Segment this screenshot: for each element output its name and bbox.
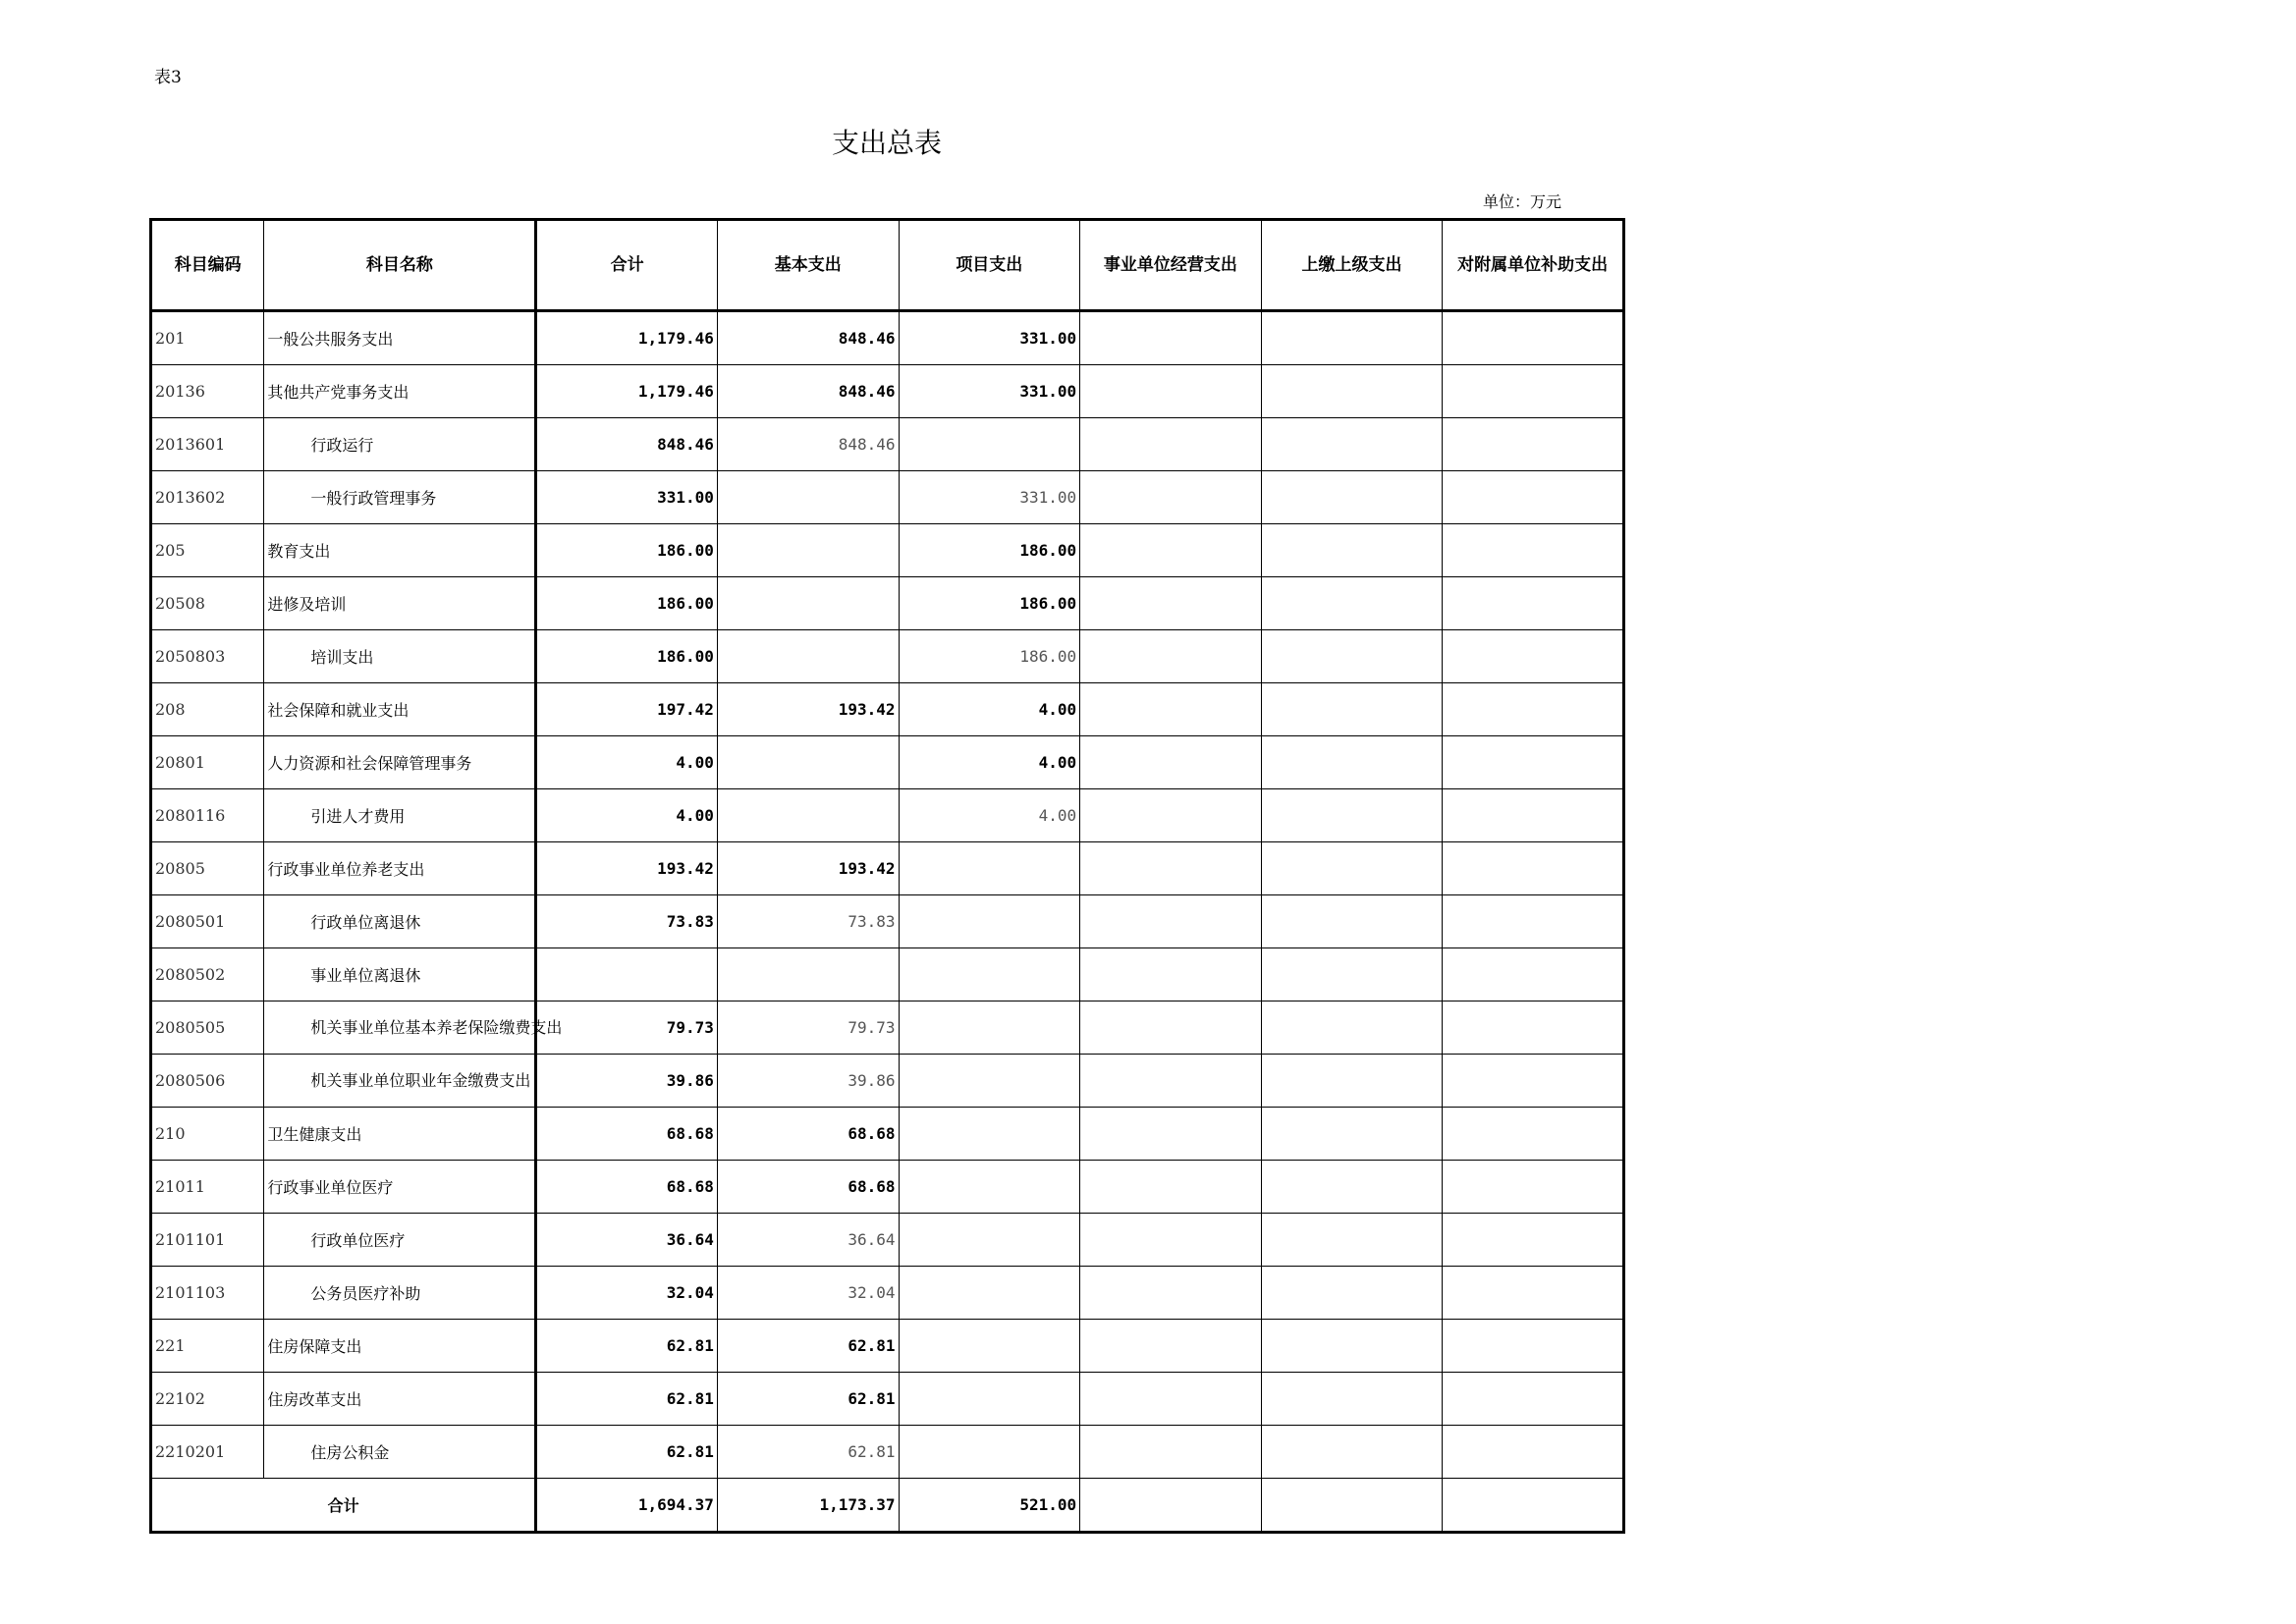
table-row <box>151 736 1624 789</box>
cell-operating <box>1080 1108 1262 1161</box>
cell-project: 186.00 <box>899 577 1080 630</box>
header-operating: 事业单位经营支出 <box>1080 220 1262 311</box>
cell-subsidy <box>1443 1320 1624 1373</box>
cell-total: 62.81 <box>536 1426 718 1479</box>
cell-name: 行政事业单位养老支出 <box>264 842 536 895</box>
cell-upper <box>1261 1426 1443 1479</box>
cell-code: 20805 <box>151 842 264 895</box>
cell-upper <box>1261 471 1443 524</box>
cell-basic <box>717 471 899 524</box>
table-row <box>151 842 1624 895</box>
cell-operating <box>1080 311 1262 365</box>
cell-project <box>899 1426 1080 1479</box>
cell-upper <box>1261 365 1443 418</box>
cell-code: 2101103 <box>151 1267 264 1320</box>
cell-upper <box>1261 948 1443 1001</box>
cell-code: 2050803 <box>151 630 264 683</box>
total-label: 合计 <box>151 1479 536 1533</box>
cell-code: 205 <box>151 524 264 577</box>
cell-project: 4.00 <box>899 736 1080 789</box>
cell-subsidy <box>1443 630 1624 683</box>
cell-operating <box>1080 524 1262 577</box>
cell-total: 68.68 <box>536 1108 718 1161</box>
cell-code: 2080506 <box>151 1055 264 1108</box>
table-row <box>151 683 1624 736</box>
table-row <box>151 789 1624 842</box>
cell-total: 186.00 <box>536 630 718 683</box>
cell-subsidy <box>1443 524 1624 577</box>
cell-total: 73.83 <box>536 895 718 948</box>
table-row <box>151 311 1624 365</box>
cell-total: 848.46 <box>536 418 718 471</box>
table-row <box>151 630 1624 683</box>
header-upper: 上缴上级支出 <box>1261 220 1443 311</box>
cell-project <box>899 1055 1080 1108</box>
cell-basic: 79.73 <box>717 1001 899 1055</box>
cell-upper <box>1261 311 1443 365</box>
cell-project: 331.00 <box>899 471 1080 524</box>
cell-code: 2013601 <box>151 418 264 471</box>
cell-upper <box>1261 842 1443 895</box>
cell-operating <box>1080 1214 1262 1267</box>
cell-upper <box>1261 1108 1443 1161</box>
cell-total: 331.00 <box>536 471 718 524</box>
cell-name: 教育支出 <box>264 524 536 577</box>
cell-project: 4.00 <box>899 789 1080 842</box>
cell-project <box>899 842 1080 895</box>
cell-basic: 848.46 <box>717 311 899 365</box>
cell-code: 210 <box>151 1108 264 1161</box>
cell-name: 卫生健康支出 <box>264 1108 536 1161</box>
total-basic: 1,173.37 <box>717 1479 899 1533</box>
cell-basic <box>717 736 899 789</box>
cell-project: 4.00 <box>899 683 1080 736</box>
cell-upper <box>1261 524 1443 577</box>
cell-code: 208 <box>151 683 264 736</box>
header-name: 科目名称 <box>264 220 536 311</box>
cell-upper <box>1261 1373 1443 1426</box>
header-total: 合计 <box>536 220 718 311</box>
total-upper <box>1261 1479 1443 1533</box>
cell-basic: 68.68 <box>717 1161 899 1214</box>
cell-code: 221 <box>151 1320 264 1373</box>
table-row <box>151 1320 1624 1373</box>
table-row <box>151 577 1624 630</box>
cell-basic: 62.81 <box>717 1320 899 1373</box>
table-row <box>151 1214 1624 1267</box>
cell-operating <box>1080 577 1262 630</box>
cell-subsidy <box>1443 895 1624 948</box>
cell-basic: 62.81 <box>717 1426 899 1479</box>
total-project: 521.00 <box>899 1479 1080 1533</box>
cell-operating <box>1080 842 1262 895</box>
cell-basic: 848.46 <box>717 418 899 471</box>
header-basic: 基本支出 <box>717 220 899 311</box>
table-row <box>151 365 1624 418</box>
cell-total <box>536 948 718 1001</box>
cell-project <box>899 1001 1080 1055</box>
table-row <box>151 471 1624 524</box>
cell-operating <box>1080 1373 1262 1426</box>
table-row <box>151 895 1624 948</box>
cell-operating <box>1080 630 1262 683</box>
cell-project <box>899 1161 1080 1214</box>
cell-name: 行政运行 <box>264 418 536 471</box>
table-row <box>151 1001 1624 1055</box>
cell-basic: 73.83 <box>717 895 899 948</box>
cell-basic <box>717 577 899 630</box>
page-title: 支出总表 <box>831 127 942 159</box>
cell-subsidy <box>1443 365 1624 418</box>
cell-upper <box>1261 1214 1443 1267</box>
cell-subsidy <box>1443 1267 1624 1320</box>
cell-code: 2013602 <box>151 471 264 524</box>
cell-code: 2210201 <box>151 1426 264 1479</box>
cell-name: 社会保障和就业支出 <box>264 683 536 736</box>
total-sum: 1,694.37 <box>536 1479 718 1533</box>
cell-subsidy <box>1443 1373 1624 1426</box>
cell-upper <box>1261 789 1443 842</box>
cell-upper <box>1261 683 1443 736</box>
cell-project <box>899 418 1080 471</box>
cell-total: 32.04 <box>536 1267 718 1320</box>
cell-project <box>899 1108 1080 1161</box>
cell-code: 2080501 <box>151 895 264 948</box>
cell-total: 79.73 <box>536 1001 718 1055</box>
table-row <box>151 1108 1624 1161</box>
cell-name: 引进人才费用 <box>264 789 536 842</box>
cell-upper <box>1261 1267 1443 1320</box>
cell-subsidy <box>1443 1001 1624 1055</box>
cell-upper <box>1261 1161 1443 1214</box>
cell-name: 一般公共服务支出 <box>264 311 536 365</box>
cell-project <box>899 948 1080 1001</box>
cell-name: 住房保障支出 <box>264 1320 536 1373</box>
cell-total: 68.68 <box>536 1161 718 1214</box>
cell-project <box>899 1320 1080 1373</box>
cell-project: 186.00 <box>899 630 1080 683</box>
cell-operating <box>1080 948 1262 1001</box>
cell-operating <box>1080 1426 1262 1479</box>
cell-subsidy <box>1443 1108 1624 1161</box>
cell-subsidy <box>1443 311 1624 365</box>
cell-basic <box>717 789 899 842</box>
cell-name: 行政单位医疗 <box>264 1214 536 1267</box>
header-subsidy: 对附属单位补助支出 <box>1443 220 1624 311</box>
header-project: 项目支出 <box>899 220 1080 311</box>
cell-name: 人力资源和社会保障管理事务 <box>264 736 536 789</box>
table-row <box>151 1267 1624 1320</box>
cell-code: 20136 <box>151 365 264 418</box>
cell-operating <box>1080 1001 1262 1055</box>
cell-code: 2080502 <box>151 948 264 1001</box>
cell-total: 62.81 <box>536 1320 718 1373</box>
cell-name: 培训支出 <box>264 630 536 683</box>
cell-operating <box>1080 789 1262 842</box>
cell-name: 住房改革支出 <box>264 1373 536 1426</box>
cell-subsidy <box>1443 1426 1624 1479</box>
cell-total: 1,179.46 <box>536 365 718 418</box>
table-row <box>151 948 1624 1001</box>
cell-basic: 68.68 <box>717 1108 899 1161</box>
cell-subsidy <box>1443 1161 1624 1214</box>
cell-operating <box>1080 683 1262 736</box>
cell-basic: 193.42 <box>717 842 899 895</box>
cell-upper <box>1261 1320 1443 1373</box>
cell-subsidy <box>1443 842 1624 895</box>
cell-total: 36.64 <box>536 1214 718 1267</box>
cell-code: 20801 <box>151 736 264 789</box>
cell-project: 331.00 <box>899 365 1080 418</box>
cell-subsidy <box>1443 471 1624 524</box>
cell-subsidy <box>1443 683 1624 736</box>
cell-basic: 62.81 <box>717 1373 899 1426</box>
cell-upper <box>1261 736 1443 789</box>
cell-operating <box>1080 736 1262 789</box>
cell-project <box>899 1267 1080 1320</box>
cell-basic: 193.42 <box>717 683 899 736</box>
table-row <box>151 1055 1624 1108</box>
cell-name: 行政事业单位医疗 <box>264 1161 536 1214</box>
cell-basic <box>717 630 899 683</box>
header-code: 科目编码 <box>151 220 264 311</box>
cell-basic: 848.46 <box>717 365 899 418</box>
cell-name: 公务员医疗补助 <box>264 1267 536 1320</box>
sheet-label: 表3 <box>154 68 182 87</box>
table-row <box>151 1161 1624 1214</box>
cell-code: 2080116 <box>151 789 264 842</box>
total-row <box>151 1479 1624 1533</box>
cell-basic <box>717 948 899 1001</box>
cell-name: 机关事业单位职业年金缴费支出 <box>264 1055 536 1108</box>
cell-name: 行政单位离退休 <box>264 895 536 948</box>
cell-total: 1,179.46 <box>536 311 718 365</box>
cell-operating <box>1080 1320 1262 1373</box>
cell-code: 20508 <box>151 577 264 630</box>
table-row <box>151 1426 1624 1479</box>
expenditure-table <box>149 218 1625 1534</box>
cell-name: 住房公积金 <box>264 1426 536 1479</box>
cell-basic: 36.64 <box>717 1214 899 1267</box>
cell-operating <box>1080 1161 1262 1214</box>
cell-code: 201 <box>151 311 264 365</box>
total-operating <box>1080 1479 1262 1533</box>
cell-operating <box>1080 418 1262 471</box>
cell-basic: 32.04 <box>717 1267 899 1320</box>
cell-total: 197.42 <box>536 683 718 736</box>
cell-project <box>899 895 1080 948</box>
cell-subsidy <box>1443 418 1624 471</box>
cell-total: 39.86 <box>536 1055 718 1108</box>
cell-upper <box>1261 418 1443 471</box>
cell-total: 4.00 <box>536 789 718 842</box>
cell-basic: 39.86 <box>717 1055 899 1108</box>
table-row <box>151 418 1624 471</box>
cell-upper <box>1261 630 1443 683</box>
cell-upper <box>1261 1001 1443 1055</box>
cell-subsidy <box>1443 736 1624 789</box>
cell-total: 186.00 <box>536 524 718 577</box>
cell-code: 2080505 <box>151 1001 264 1055</box>
cell-operating <box>1080 1055 1262 1108</box>
cell-subsidy <box>1443 1055 1624 1108</box>
table-row <box>151 1373 1624 1426</box>
cell-total: 186.00 <box>536 577 718 630</box>
cell-name: 机关事业单位基本养老保险缴费支出 <box>264 1001 536 1055</box>
unit-label: 单位：万元 <box>1483 192 1562 211</box>
cell-project: 331.00 <box>899 311 1080 365</box>
cell-upper <box>1261 1055 1443 1108</box>
cell-code: 21011 <box>151 1161 264 1214</box>
cell-operating <box>1080 365 1262 418</box>
cell-basic <box>717 524 899 577</box>
cell-operating <box>1080 895 1262 948</box>
cell-total: 62.81 <box>536 1373 718 1426</box>
cell-project <box>899 1373 1080 1426</box>
cell-total: 193.42 <box>536 842 718 895</box>
cell-name: 事业单位离退休 <box>264 948 536 1001</box>
cell-subsidy <box>1443 789 1624 842</box>
cell-upper <box>1261 895 1443 948</box>
cell-subsidy <box>1443 948 1624 1001</box>
cell-project: 186.00 <box>899 524 1080 577</box>
cell-name: 一般行政管理事务 <box>264 471 536 524</box>
cell-name: 其他共产党事务支出 <box>264 365 536 418</box>
cell-code: 2101101 <box>151 1214 264 1267</box>
total-subsidy <box>1443 1479 1624 1533</box>
header-row <box>151 220 1624 311</box>
cell-operating <box>1080 471 1262 524</box>
table-row <box>151 524 1624 577</box>
cell-upper <box>1261 577 1443 630</box>
cell-code: 22102 <box>151 1373 264 1426</box>
cell-project <box>899 1214 1080 1267</box>
cell-subsidy <box>1443 577 1624 630</box>
cell-subsidy <box>1443 1214 1624 1267</box>
cell-name: 进修及培训 <box>264 577 536 630</box>
cell-operating <box>1080 1267 1262 1320</box>
cell-total: 4.00 <box>536 736 718 789</box>
